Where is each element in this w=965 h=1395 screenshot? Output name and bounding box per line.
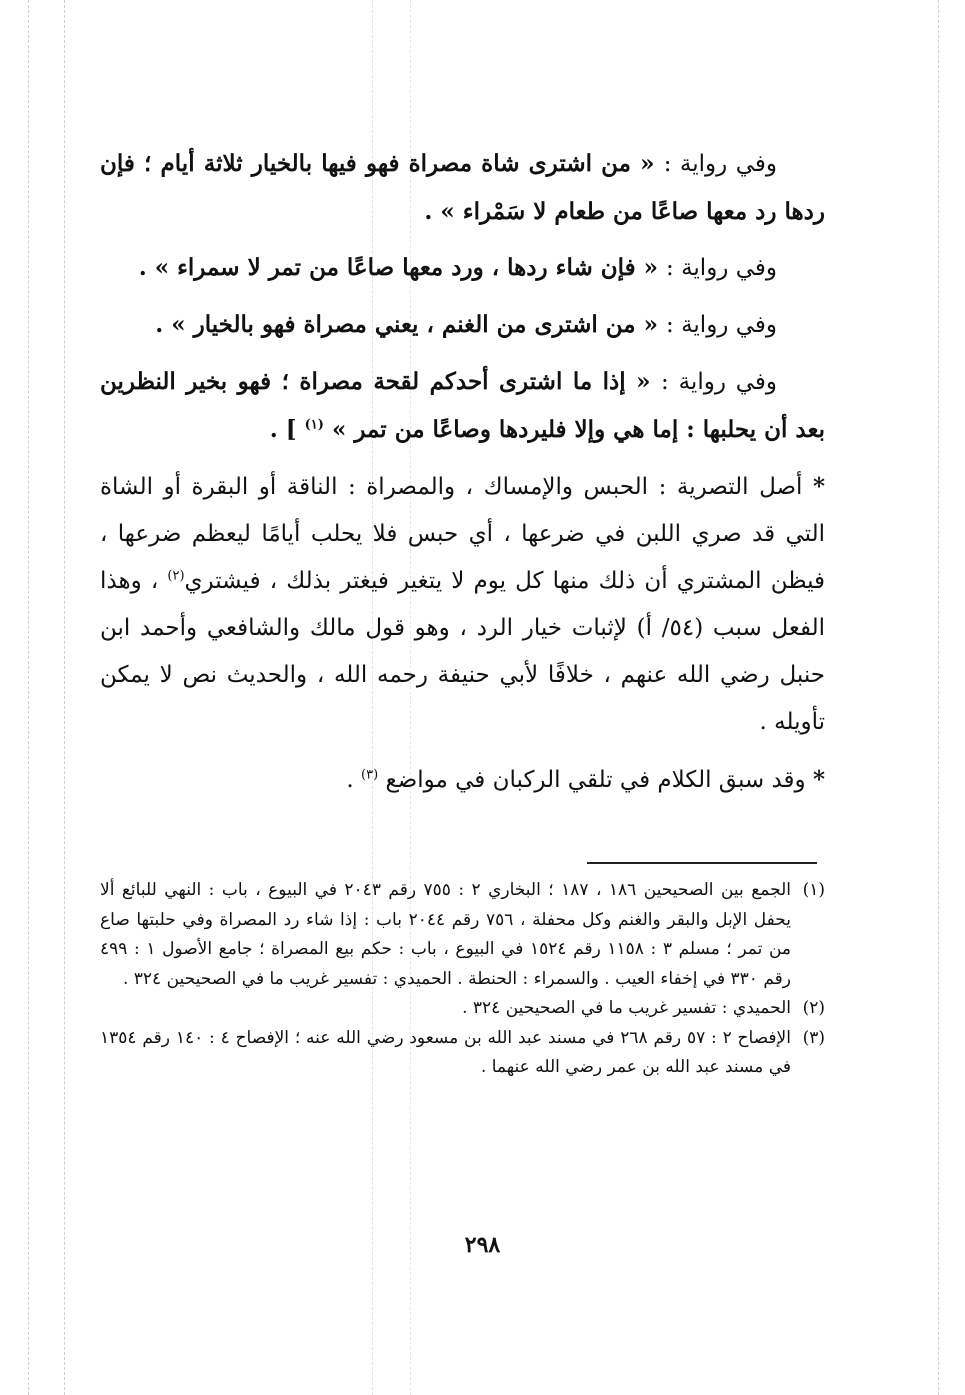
footnote-item xyxy=(100,1024,825,1083)
footnote-reference: (٣) xyxy=(361,767,379,783)
narration-lead: وفي رواية : xyxy=(666,255,777,281)
main-text xyxy=(100,140,825,804)
footnote-number: (٢) xyxy=(802,998,825,1018)
footnote-number: (٣) xyxy=(802,1027,825,1048)
footnote-text: الجمع بين الصحيحين ١٨٦ ، ١٨٧ ؛ البخاري ٢ : ٧٥٥ رقم ٢٠٤٣ في البيوع ، باب : النهي للبائع ألا يحفل الإبل والبقر والغنم وكل محفلة ، ٧٥٦ رقم ٢٠٤٤ باب : إذا شاء رد المصراة وفي حلبتها صاع من تمر ؛ مسلم ٣ : ١١٥٨ رقم ١٥٢٤ في البيوع ، باب : حكم بيع المصراة ؛ جامع الأصول ١ : ٤٩٩ رقم ٣٣٠ في إخفاء العيب . والسمراء : الحنطة . الحميدي : تفسير غريب ما في الصحيحين ٣٢٤ . xyxy=(100,880,792,989)
star-marker: * xyxy=(812,766,825,793)
narration-lead: وفي رواية : xyxy=(666,312,777,338)
commentary-text-a: أصل التصرية : الحبس والإمساك ، والمصراة : الناقة أو البقرة أو الشاة التي قد صري اللبن في ضرعها ، أي حبس فلا يحلب أيامًا ليعظم ضرعها ، فيظن المشتري أن ذلك منها كل يوم لا يتغير فيغتر بذلك ، فيشتري xyxy=(100,474,825,594)
narration-text: « فإن شاء ردها ، ورد معها صاعًا من تمر لا سمراء » . xyxy=(138,254,658,281)
hadith-narration-4 xyxy=(100,358,825,453)
hadith-narration-3 xyxy=(100,301,825,349)
scan-fold-line xyxy=(28,0,29,1395)
footnote-number: (١) xyxy=(802,880,825,900)
footnote-divider xyxy=(587,862,817,864)
commentary-text-b: ، وهذا الفعل سبب (٥٤/ أ) لإثبات خيار الرد ، وهو قول مالك والشافعي وأحمد ابن حنبل رضي الله عنهم ، خلافًا لأبي حنيفة رحمه الله ، والحديث نص لا يمكن تأويله . xyxy=(100,568,825,735)
footnote-item xyxy=(100,876,825,994)
narration-lead: وفي رواية : xyxy=(661,369,777,395)
scan-fold-line xyxy=(64,0,65,1395)
commentary-paragraph xyxy=(100,463,825,746)
closing-note-text: وقد سبق الكلام في تلقي الركبان في مواضع xyxy=(385,767,806,793)
footnote-reference: (١) xyxy=(304,417,324,433)
hadith-narration-1 xyxy=(100,140,825,235)
closing-note-end: . xyxy=(346,767,354,793)
star-marker: * xyxy=(812,473,825,500)
narration-text: « إذا ما اشترى أحدكم لقحة مصراة ؛ فهو بخير النظرين بعد أن يحلبها : إما هي وإلا فليردها وصاعًا من تمر » xyxy=(100,368,825,443)
hadith-narration-2 xyxy=(100,244,825,292)
narration-text: « من اشترى شاة مصراة فهو فيها بالخيار ثلاثة أيام ؛ فإن ردها رد معها صاعًا من طعام لا سَمْراء » . xyxy=(100,150,825,225)
page-number: ٢٩٨ xyxy=(464,1232,501,1258)
scan-fold-line xyxy=(938,0,939,1395)
footnote-item xyxy=(100,994,825,1024)
footnote-reference: (٢) xyxy=(167,568,185,584)
footnote-text: الإفصاح ٢ : ٥٧ رقم ٢٦٨ في مسند عبد الله بن مسعود رضي الله عنه ؛ الإفصاح ٤ : ١٤٠ رقم ١٣٥٤ في مسند عبد الله بن عمر رضي الله عنهما . xyxy=(100,1027,791,1077)
narration-text: « من اشترى من الغنم ، يعني مصراة فهو بالخيار » . xyxy=(155,311,658,338)
footnotes xyxy=(100,876,825,1083)
footnote-text: الحميدي : تفسير غريب ما في الصحيحين ٣٢٤ . xyxy=(462,998,791,1018)
closing-note-paragraph xyxy=(100,756,825,804)
closing-bracket: ] . xyxy=(269,416,297,443)
narration-lead: وفي رواية : xyxy=(663,151,777,177)
